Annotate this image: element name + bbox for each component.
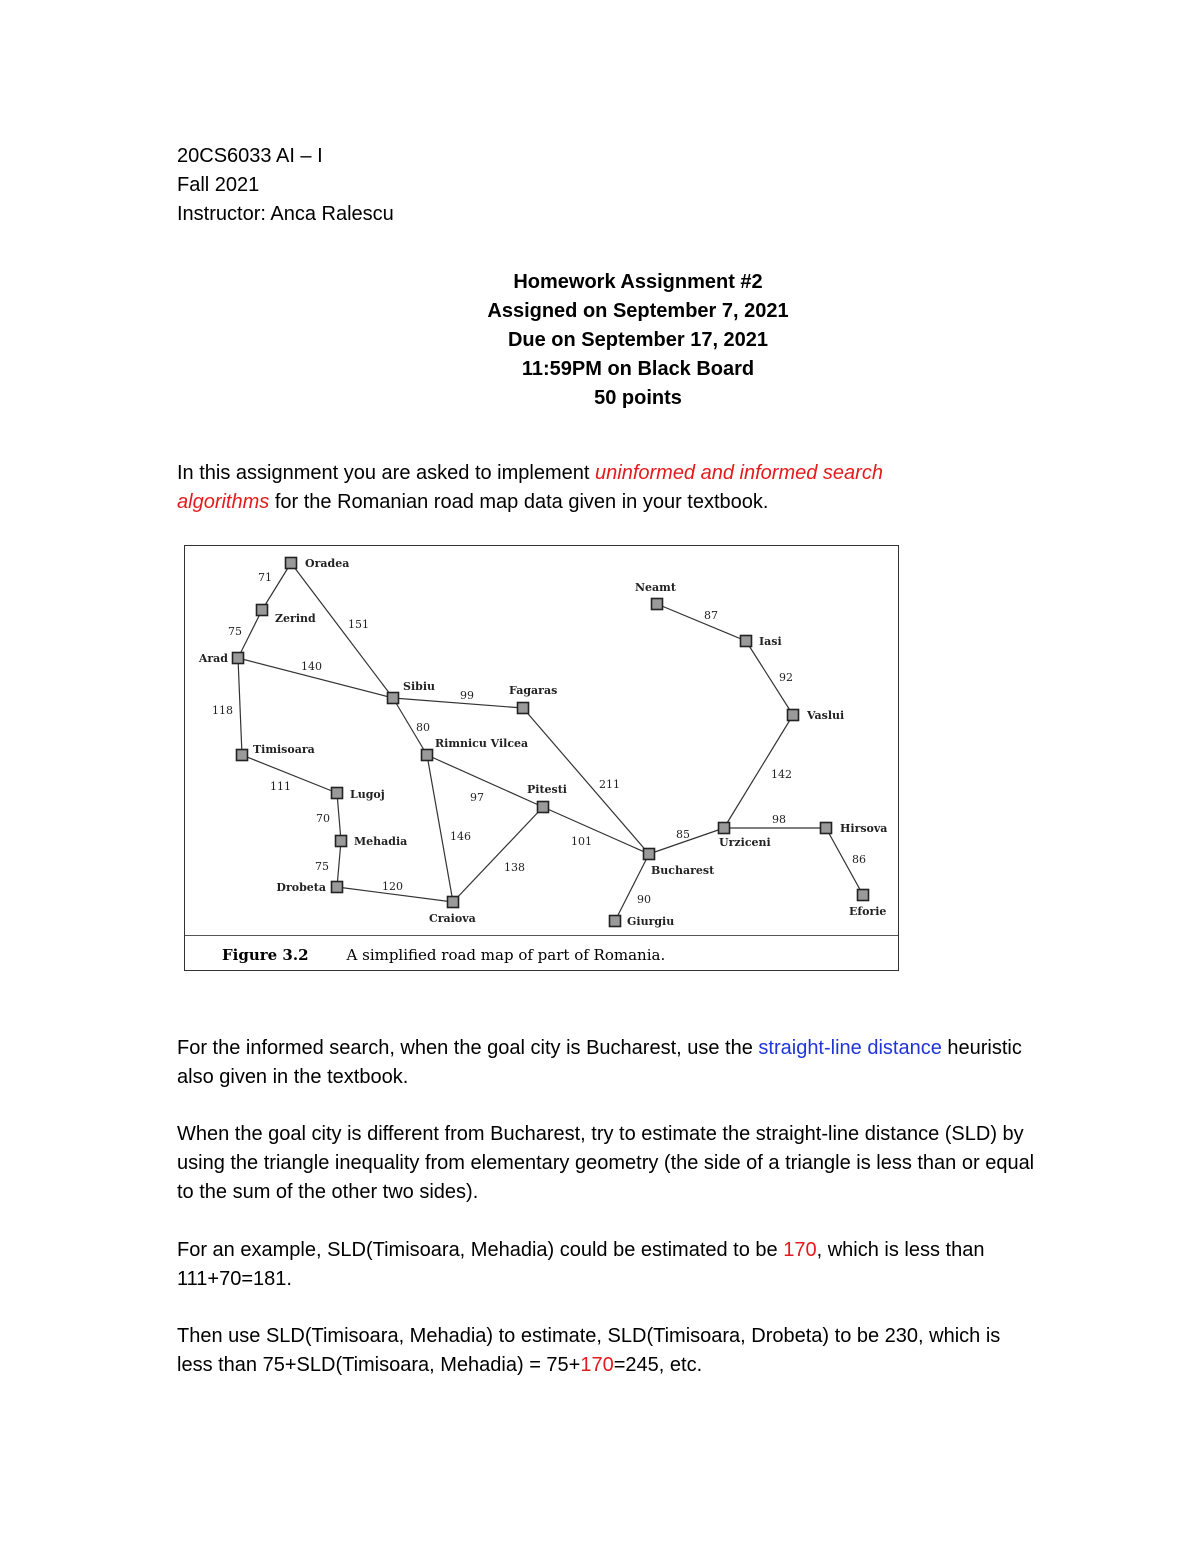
road-fagaras-bucharest bbox=[523, 708, 649, 854]
road-bucharest-giurgiu bbox=[615, 854, 649, 921]
city-label-eforie: Eforie bbox=[849, 905, 887, 918]
example-paragraph bbox=[177, 1236, 1007, 1294]
road-mehadia-drobeta bbox=[337, 841, 341, 887]
city-node-urziceni bbox=[719, 823, 730, 834]
example-value: 170 bbox=[783, 1239, 817, 1261]
distance-label: 211 bbox=[599, 778, 620, 791]
estimate-paragraph: When the goal city is different from Bucharest, try to estimate the straight-line distance (SLD) by using the triangle inequality from elementary geometry (the side of a triangle is less than or equal to the sum of the other two sides). bbox=[177, 1123, 1035, 1203]
city-label-lugoj: Lugoj bbox=[350, 788, 385, 801]
romania-road-map-figure bbox=[184, 545, 899, 971]
distance-label: 75 bbox=[315, 860, 329, 873]
city-node-iasi bbox=[741, 636, 752, 647]
course-code: 20CS6033 AI – I bbox=[177, 145, 323, 167]
intro-paragraph bbox=[177, 459, 937, 517]
city-node-neamt bbox=[652, 599, 663, 610]
city-label-neamt: Neamt bbox=[635, 581, 676, 594]
distance-label: 140 bbox=[301, 660, 322, 673]
term: Fall 2021 bbox=[177, 174, 260, 196]
city-node-timisoara bbox=[237, 750, 248, 761]
example-text-2: , which is less than 111+70=181. bbox=[177, 1239, 985, 1290]
distance-label: 97 bbox=[470, 791, 484, 804]
city-node-sibiu bbox=[388, 693, 399, 704]
then-text-1: Then use SLD(Timisoara, Mehadia) to estimate, SLD(Timisoara, Drobeta) to be 230, which is less than 75+SLD(Timisoara, Mehadia) = 75+ bbox=[177, 1325, 1001, 1376]
city-label-zerind: Zerind bbox=[275, 612, 316, 625]
distance-label: 71 bbox=[258, 571, 272, 584]
distance-label: 111 bbox=[270, 780, 291, 793]
distance-label: 99 bbox=[460, 689, 474, 702]
city-label-timisoara: Timisoara bbox=[253, 743, 315, 756]
distance-label: 92 bbox=[779, 671, 793, 684]
city-node-giurgiu bbox=[610, 916, 621, 927]
city-node-oradea bbox=[286, 558, 297, 569]
due-time: 11:59PM on Black Board bbox=[521, 358, 755, 380]
informed-text-2: heuristic also given in the textbook. bbox=[177, 1037, 1022, 1088]
points: 50 points bbox=[594, 387, 682, 409]
city-label-vaslui: Vaslui bbox=[807, 709, 845, 722]
city-label-craiova: Craiova bbox=[429, 912, 476, 925]
assignment-title-block bbox=[0, 268, 1200, 413]
road-rimnicu-vilcea-craiova bbox=[427, 755, 453, 902]
city-label-hirsova: Hirsova bbox=[840, 822, 888, 835]
intro-text-2: for the Romanian road map data given in your textbook. bbox=[269, 491, 769, 513]
road-iasi-neamt bbox=[657, 604, 746, 641]
city-label-urziceni: Urziceni bbox=[719, 836, 771, 849]
distance-label: 75 bbox=[228, 625, 242, 638]
road-pitesti-bucharest bbox=[543, 807, 649, 854]
city-label-oradea: Oradea bbox=[305, 557, 350, 570]
due-date: Due on September 17, 2021 bbox=[507, 329, 769, 351]
distance-label: 118 bbox=[212, 704, 233, 717]
distance-label: 146 bbox=[450, 830, 471, 843]
assigned-date: Assigned on September 7, 2021 bbox=[487, 300, 789, 322]
figure-caption bbox=[222, 946, 665, 964]
road-rimnicu-vilcea-pitesti bbox=[427, 755, 543, 807]
caption-label: Figure 3.2 bbox=[222, 946, 309, 964]
road-map bbox=[185, 546, 898, 934]
informed-paragraph bbox=[177, 1034, 1037, 1092]
city-label-arad: Arad bbox=[198, 652, 228, 665]
city-node-mehadia bbox=[336, 836, 347, 847]
example-text-1: For an example, SLD(Timisoara, Mehadia) could be estimated to be bbox=[177, 1239, 784, 1261]
informed-text-1: For the informed search, when the goal city is Bucharest, use the bbox=[177, 1037, 759, 1059]
city-node-lugoj bbox=[332, 788, 343, 799]
road-lugoj-mehadia bbox=[337, 793, 341, 841]
city-label-rimnicu-vilcea: Rimnicu Vilcea bbox=[435, 737, 529, 750]
city-node-craiova bbox=[448, 897, 459, 908]
city-label-bucharest: Bucharest bbox=[651, 864, 715, 877]
city-node-arad bbox=[233, 653, 244, 664]
intro-text-1: In this assignment you are asked to implement bbox=[177, 462, 595, 484]
distance-label: 86 bbox=[852, 853, 866, 866]
city-node-eforie bbox=[858, 890, 869, 901]
distance-label: 142 bbox=[771, 768, 792, 781]
distance-label: 120 bbox=[382, 880, 403, 893]
distance-label: 101 bbox=[571, 835, 592, 848]
city-label-pitesti: Pitesti bbox=[527, 783, 567, 796]
distance-label: 87 bbox=[704, 609, 718, 622]
then-text-2: =245, etc. bbox=[613, 1354, 703, 1376]
road-pitesti-craiova bbox=[453, 807, 543, 902]
city-label-giurgiu: Giurgiu bbox=[627, 915, 675, 928]
distance-label: 90 bbox=[637, 893, 651, 906]
distance-label: 70 bbox=[316, 812, 330, 825]
sld-highlight: straight-line distance bbox=[758, 1037, 942, 1059]
distance-label: 80 bbox=[416, 721, 430, 734]
assignment-title: Homework Assignment #2 bbox=[513, 271, 763, 293]
city-label-iasi: Iasi bbox=[759, 635, 782, 648]
city-node-pitesti bbox=[538, 802, 549, 813]
city-label-sibiu: Sibiu bbox=[403, 680, 435, 693]
distance-label: 98 bbox=[772, 813, 786, 826]
city-label-fagaras: Fagaras bbox=[509, 684, 558, 697]
then-value: 170 bbox=[580, 1354, 614, 1376]
distance-label: 151 bbox=[348, 618, 369, 631]
city-label-mehadia: Mehadia bbox=[354, 835, 408, 848]
city-node-rimnicu-vilcea bbox=[422, 750, 433, 761]
road-sibiu-fagaras bbox=[393, 698, 523, 708]
then-paragraph bbox=[177, 1322, 1007, 1380]
city-node-hirsova bbox=[821, 823, 832, 834]
road-arad-timisoara bbox=[238, 658, 242, 755]
city-node-zerind bbox=[257, 605, 268, 616]
intro-highlight: uninformed and informed search algorithms bbox=[177, 462, 883, 513]
caption-text: A simplified road map of part of Romania. bbox=[346, 946, 666, 964]
distance-label: 138 bbox=[504, 861, 525, 874]
city-node-vaslui bbox=[788, 710, 799, 721]
city-node-drobeta bbox=[332, 882, 343, 893]
city-label-drobeta: Drobeta bbox=[276, 881, 326, 894]
caption-divider bbox=[185, 935, 898, 936]
city-node-bucharest bbox=[644, 849, 655, 860]
distance-label: 85 bbox=[676, 828, 690, 841]
instructor: Instructor: Anca Ralescu bbox=[177, 203, 394, 225]
city-node-fagaras bbox=[518, 703, 529, 714]
road-oradea-sibiu bbox=[291, 563, 393, 698]
